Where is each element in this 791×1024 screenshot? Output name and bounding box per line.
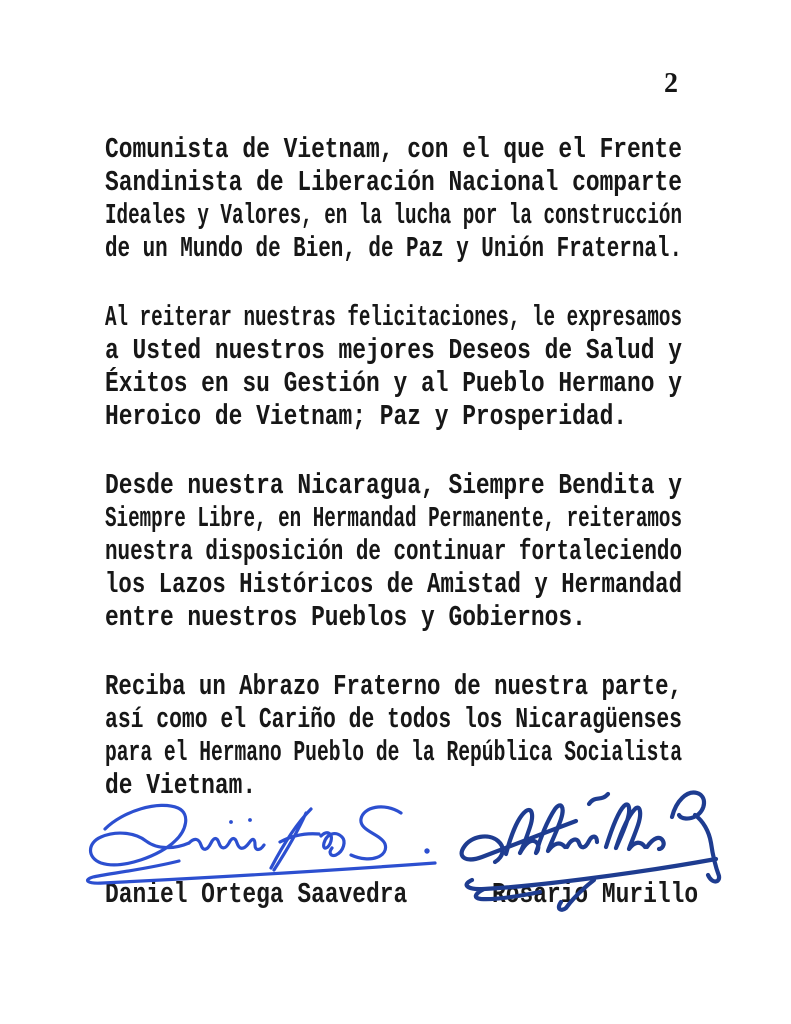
letter-body: [105, 133, 682, 838]
text-line: Comunista de Vietnam, con el que el Frente: [105, 133, 682, 166]
signature-s: [351, 807, 401, 859]
paragraph: [105, 301, 682, 433]
text-line: entre nuestros Pueblos y Gobiernos.: [105, 601, 586, 634]
daniel-ortega-signature-icon: [83, 793, 443, 893]
text-line: Éxitos en su Gestión y al Pueblo Hermano y: [105, 367, 682, 400]
text-line: nuestra disposición de continuar fortaleciendo: [105, 535, 682, 568]
i-dot: [229, 820, 233, 824]
text-line: Ideales y Valores, en la lucha por la construcción: [105, 199, 682, 232]
signature-mid-humps: [567, 837, 597, 848]
signer-name-rosario-murillo: Rosario Murillo: [492, 878, 699, 911]
signature-ll-loops: [606, 804, 645, 849]
signature-o-cross-stroke: [559, 880, 594, 910]
paragraph: [105, 469, 682, 634]
text-line: así como el Cariño de todos los Nicaragüenses: [105, 703, 682, 736]
signature-underline: [467, 859, 716, 899]
rosario-murillo-signature-icon: [448, 783, 748, 913]
text-line: Sandinista de Liberación Nacional comparte: [105, 166, 682, 199]
text-line: a Usted nuestros mejores Deseos de Salud y: [105, 334, 682, 367]
signature-loop: [91, 805, 190, 864]
signature-period-dot: [424, 848, 429, 853]
text-line: Heroico de Vietnam; Paz y Prosperidad.: [105, 400, 628, 433]
signer-name-daniel-ortega: Daniel Ortega Saavedra: [105, 878, 408, 911]
text-line: de Vietnam.: [105, 769, 257, 802]
text-line: Al reiterar nuestras felicitaciones, le expresamos: [105, 301, 682, 334]
signature-underline: [88, 861, 435, 883]
text-line: Siempre Libre, en Hermandad Permanente, reiteramos: [105, 502, 682, 535]
i-dot: [248, 818, 252, 822]
text-line: para el Hermano Pueblo de la República Socialista: [105, 736, 682, 769]
signature-tilde: [589, 794, 608, 804]
signature-mid-squiggle: [321, 833, 344, 856]
paragraph: [105, 133, 682, 265]
text-line: Reciba un Abrazo Fraterno de nuestra parte,: [105, 670, 682, 703]
text-line: de un Mundo de Bien, de Paz y Unión Fraternal.: [105, 232, 682, 265]
signature-cross-stroke: [271, 809, 319, 870]
signature-minims: [189, 839, 264, 850]
page-number: 2: [664, 68, 678, 99]
text-line: Desde nuestra Nicaragua, Siempre Bendita y: [105, 469, 682, 502]
signature-tall-loops: [506, 805, 565, 854]
text-line: los Lazos Históricos de Amistad y Hermandad: [105, 568, 682, 601]
